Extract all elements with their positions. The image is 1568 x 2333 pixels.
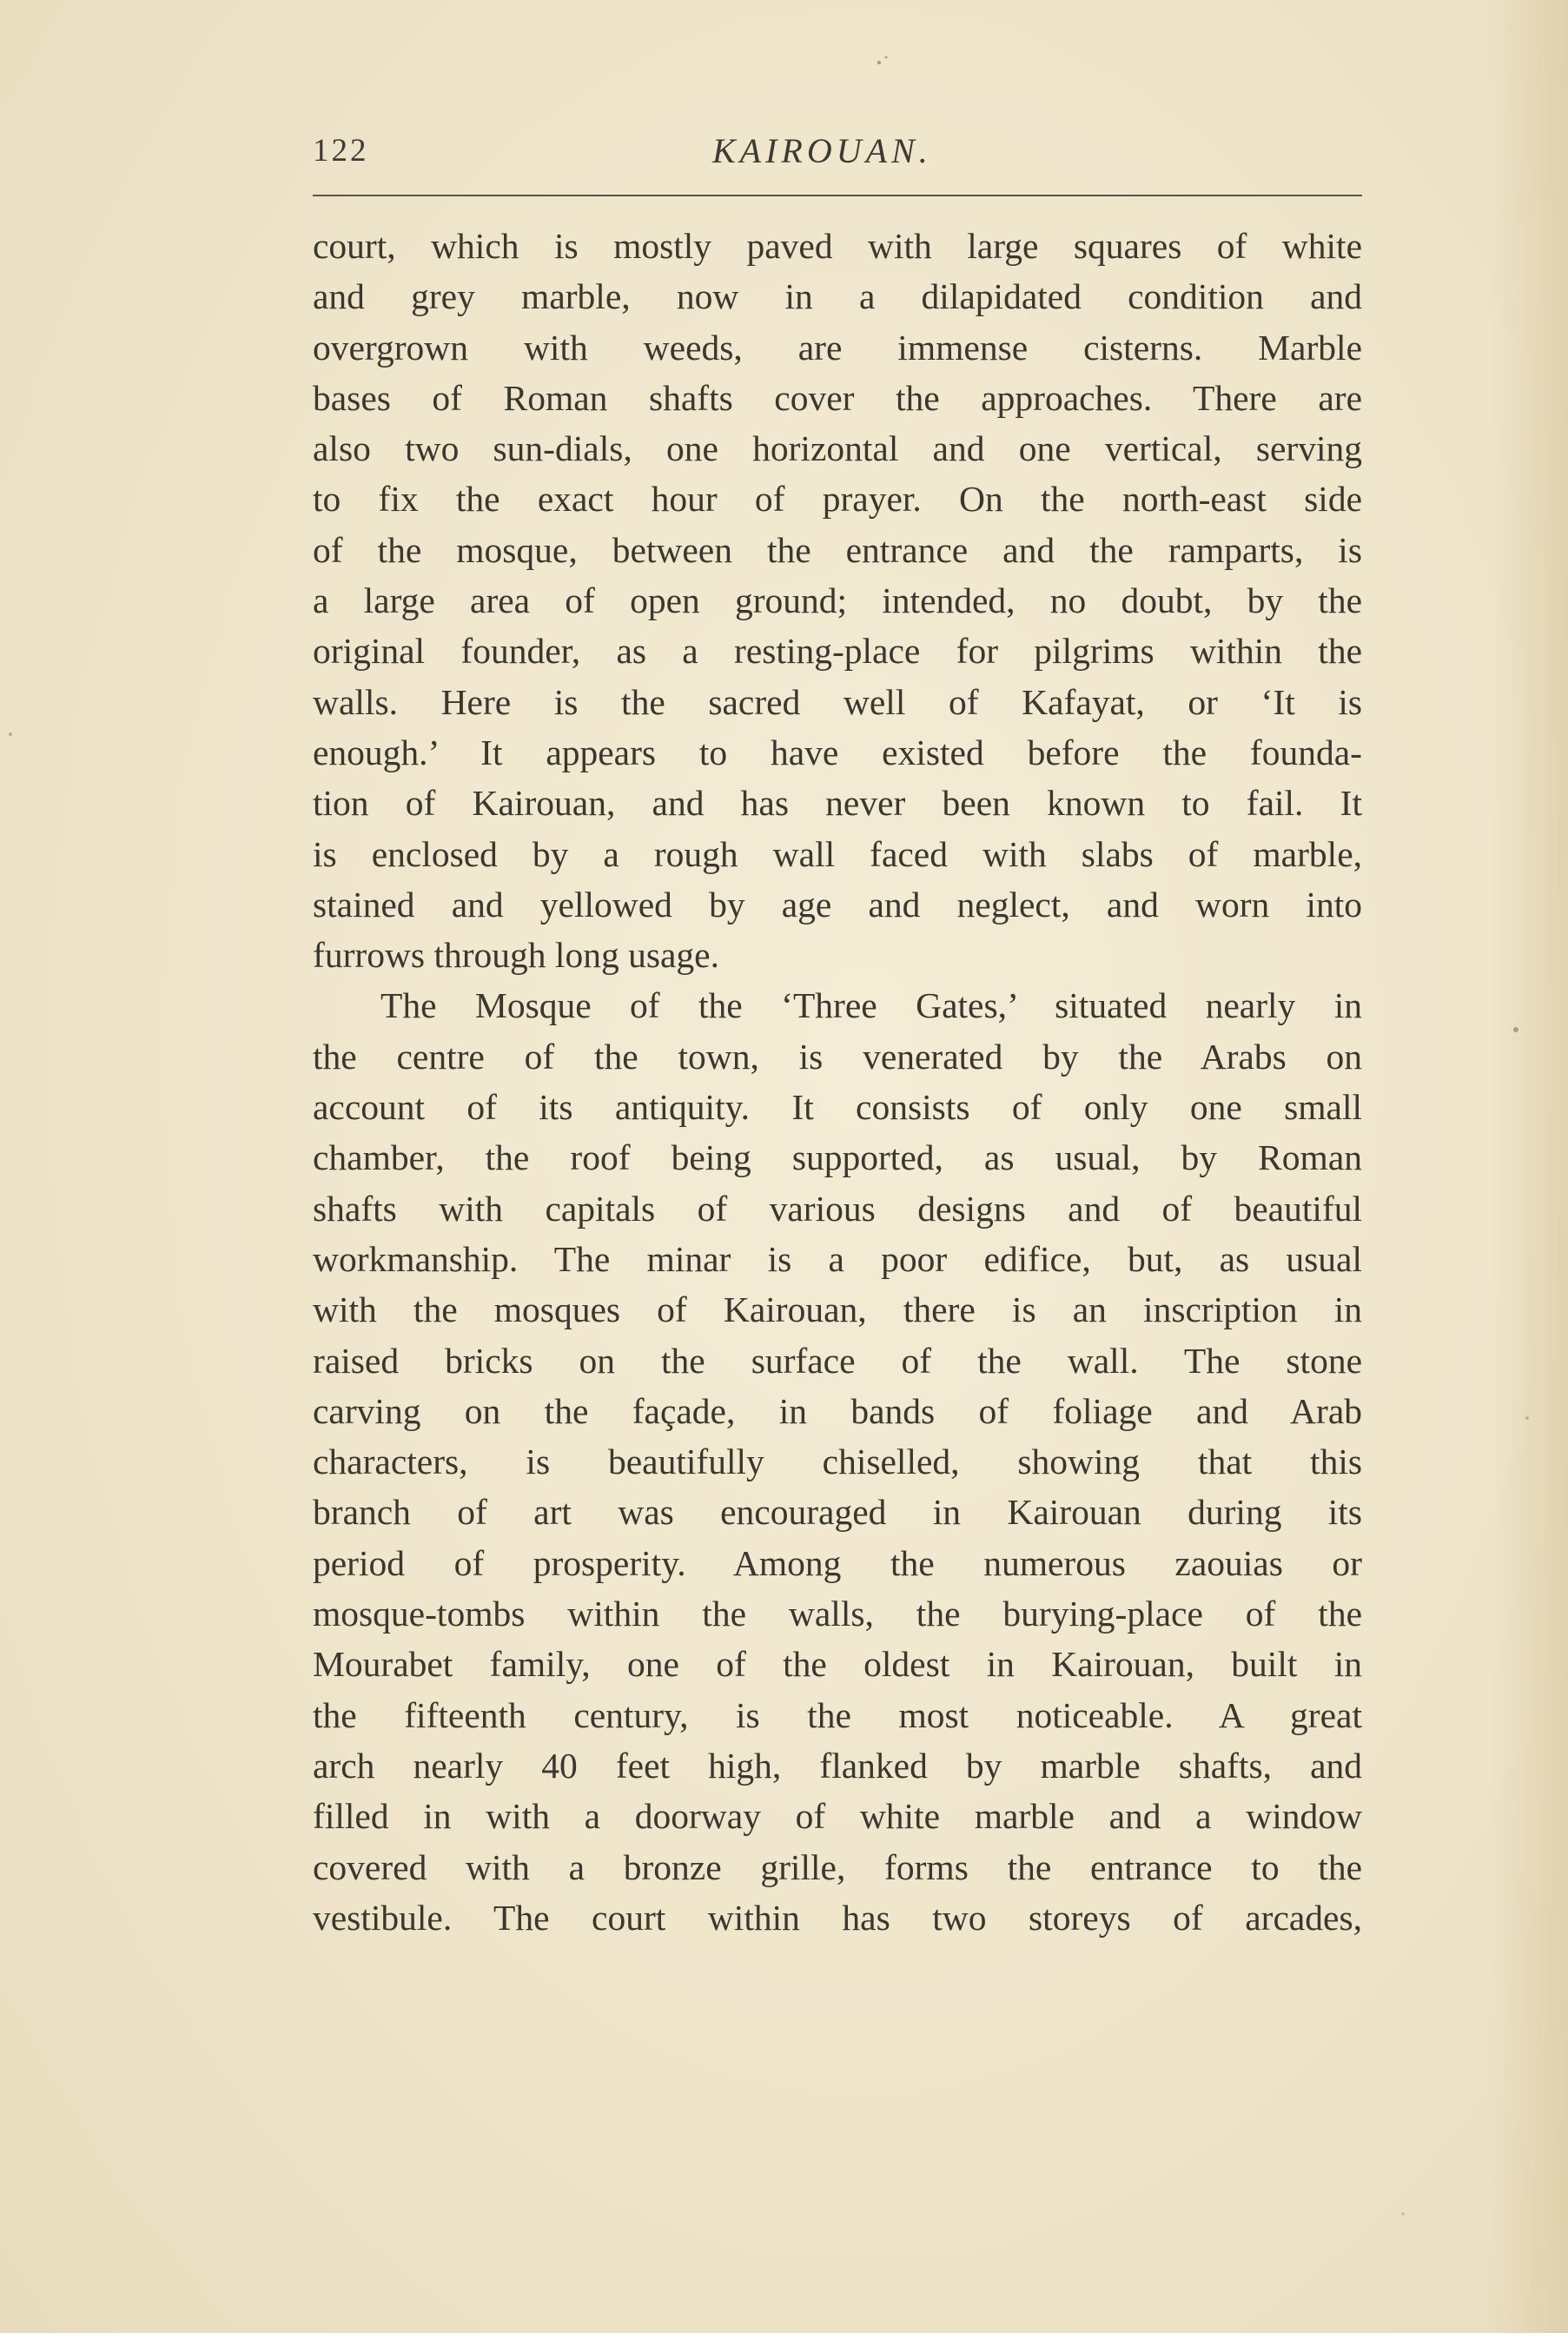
paragraph-1 [313,221,1362,980]
text-line: vestibule. The court within has two storeys of arcades, [313,1897,1362,1938]
text-line: carving on the façade, in bands of foliage and Arab [313,1390,1362,1431]
text-line: overgrown with weeds, are immense cisterns. Marble [313,327,1362,368]
text-line: a large area of open ground; intended, no doubt, by the [313,580,1362,621]
text-line: covered with a bronze grille, forms the entrance to the [313,1846,1362,1887]
running-title: KAIROUAN. [712,131,932,170]
page-number: 122 [313,133,369,169]
text-line: walls. Here is the sacred well of Kafayat, or ‘It is [313,681,1362,722]
text-line: characters, is beautifully chiselled, showing that this [313,1442,1362,1482]
text-line: mosque-tombs within the walls, the burying-place of the [313,1594,1362,1634]
text-line: chamber, the roof being supported, as usual, by Roman [313,1137,1362,1178]
text-line: Mourabet family, one of the oldest in Kairouan, built in [313,1644,1362,1685]
text-line: The Mosque of the ‘Three Gates,’ situated nearly in [380,985,1362,1026]
text-line: stained and yellowed by age and neglect, and worn into [313,884,1362,925]
text-line: of the mosque, between the entrance and the ramparts, is [313,529,1362,570]
text-line: to fix the exact hour of prayer. On the north-east side [313,479,1362,520]
text-line: raised bricks on the surface of the wall. The stone [313,1340,1362,1381]
text-line: workmanship. The minar is a poor edifice, but, as usual [313,1238,1362,1279]
text-line: branch of art was encouraged in Kairouan during its [313,1492,1362,1533]
text-line: with the mosques of Kairouan, there is an inscription in [313,1289,1362,1330]
header-rule [313,195,1362,196]
text-line: shafts with capitals of various designs and of beautiful [313,1188,1362,1229]
text-line: original founder, as a resting-place for pilgrims within the [313,631,1362,672]
text-line: the centre of the town, is venerated by the Arabs on [313,1036,1362,1077]
text-line: bases of Roman shafts cover the approaches. There are [313,377,1362,418]
text-line: the fifteenth century, is the most noticeable. A great [313,1694,1362,1735]
text-line: tion of Kairouan, and has never been known to fail. It [313,783,1362,824]
paragraph-2 [313,980,1362,1943]
text-line: also two sun-dials, one horizontal and one vertical, serving [313,428,1362,469]
text-line: period of prosperity. Among the numerous zaouias or [313,1542,1362,1583]
text-line: account of its antiquity. It consists of only one small [313,1087,1362,1128]
text-line: enough.’ It appears to have existed before the founda- [313,732,1362,772]
text-line: furrows through long usage. [313,935,719,976]
text-line: and grey marble, now in a dilapidated condition and [313,276,1362,317]
text-line: arch nearly 40 feet high, flanked by marble shafts, and [313,1745,1362,1786]
text-line: court, which is mostly paved with large squares of white [313,226,1362,266]
body-text [313,221,1362,1943]
text-line: is enclosed by a rough wall faced with slabs of marble, [313,833,1362,874]
text-line: filled in with a doorway of white marble and a window [313,1796,1362,1837]
page-header [313,122,1362,191]
